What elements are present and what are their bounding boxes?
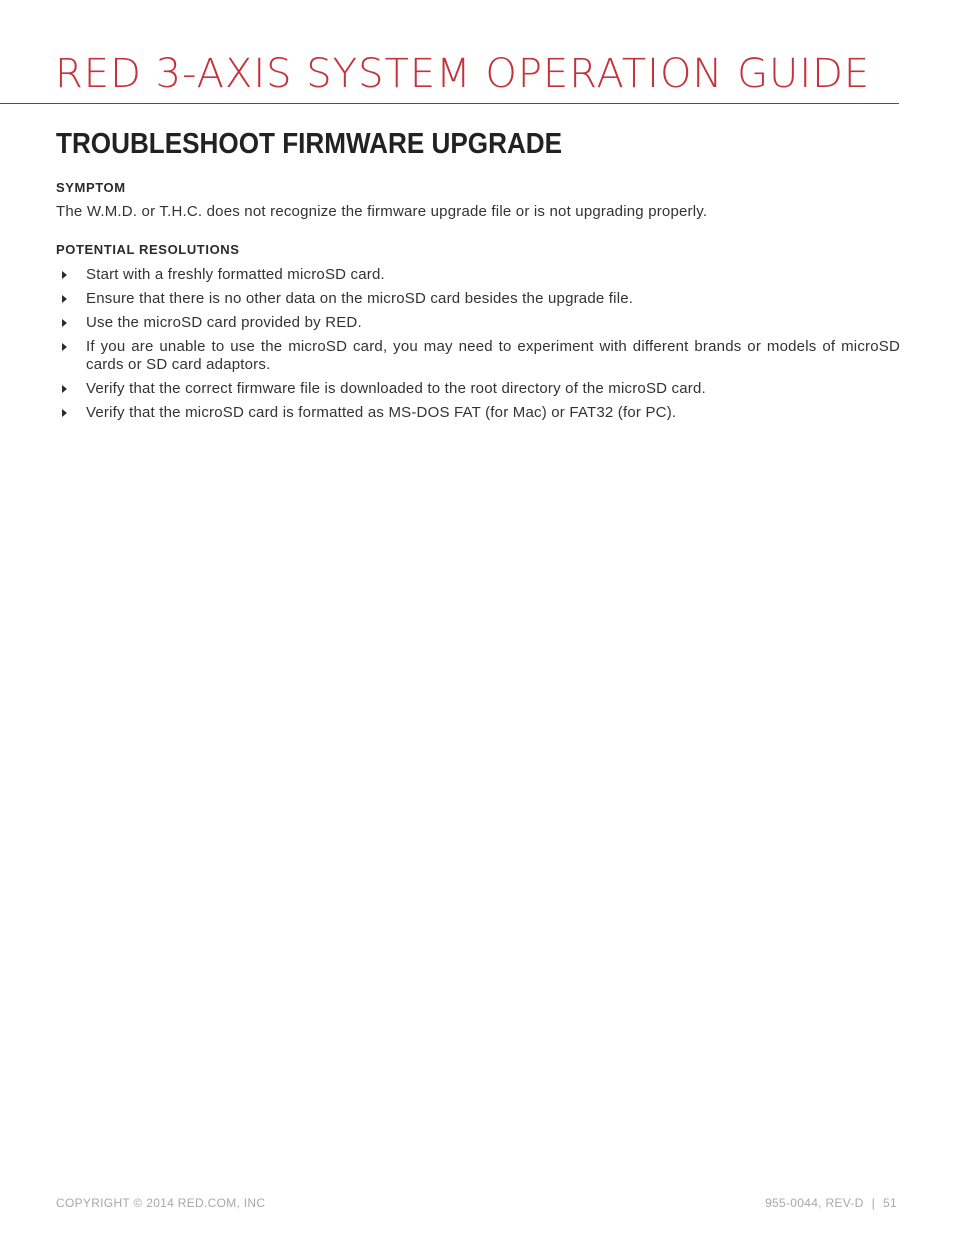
triangle-right-icon: [62, 319, 67, 327]
triangle-right-icon: [62, 409, 67, 417]
resolution-item: [56, 380, 900, 398]
resolution-text: Verify that the correct firmware file is downloaded to the root directory of the microSD card.: [86, 380, 706, 397]
footer-page-info: [765, 1196, 897, 1210]
resolution-text: Verify that the microSD card is formatted as MS-DOS FAT (for Mac) or FAT32 (for PC).: [86, 404, 677, 421]
resolution-item: [56, 404, 900, 422]
title-divider: [0, 103, 899, 104]
footer-separator: |: [871, 1196, 876, 1210]
symptom-text: The W.M.D. or T.H.C. does not recognize the firmware upgrade file or is not upgrading properly.: [56, 203, 708, 220]
triangle-right-icon: [62, 295, 67, 303]
resolution-item: [56, 338, 900, 374]
resolution-text: If you are unable to use the microSD card, you may need to experiment with different brands or models of microSD cards or SD card adaptors.: [86, 338, 900, 373]
resolution-text: Use the microSD card provided by RED.: [86, 314, 362, 331]
footer-copyright: COPYRIGHT © 2014 RED.COM, INC: [56, 1196, 266, 1210]
triangle-right-icon: [62, 343, 67, 351]
page-number: 51: [883, 1196, 897, 1210]
resolution-item: [56, 266, 900, 284]
section-heading: TROUBLESHOOT FIRMWARE UPGRADE: [56, 128, 563, 160]
footer-doc-id: 955-0044, REV-D: [765, 1196, 864, 1210]
resolution-item: [56, 314, 900, 332]
symptom-label: SYMPTOM: [56, 180, 126, 195]
resolution-text: Ensure that there is no other data on the microSD card besides the upgrade file.: [86, 290, 634, 307]
triangle-right-icon: [62, 385, 67, 393]
triangle-right-icon: [62, 271, 67, 279]
resolution-item: [56, 290, 900, 308]
resolutions-label: POTENTIAL RESOLUTIONS: [56, 242, 240, 257]
resolution-text: Start with a freshly formatted microSD card.: [86, 266, 385, 283]
document-title: RED 3-AXIS SYSTEM OPERATION GUIDE: [55, 51, 871, 97]
resolution-list: [56, 266, 900, 428]
